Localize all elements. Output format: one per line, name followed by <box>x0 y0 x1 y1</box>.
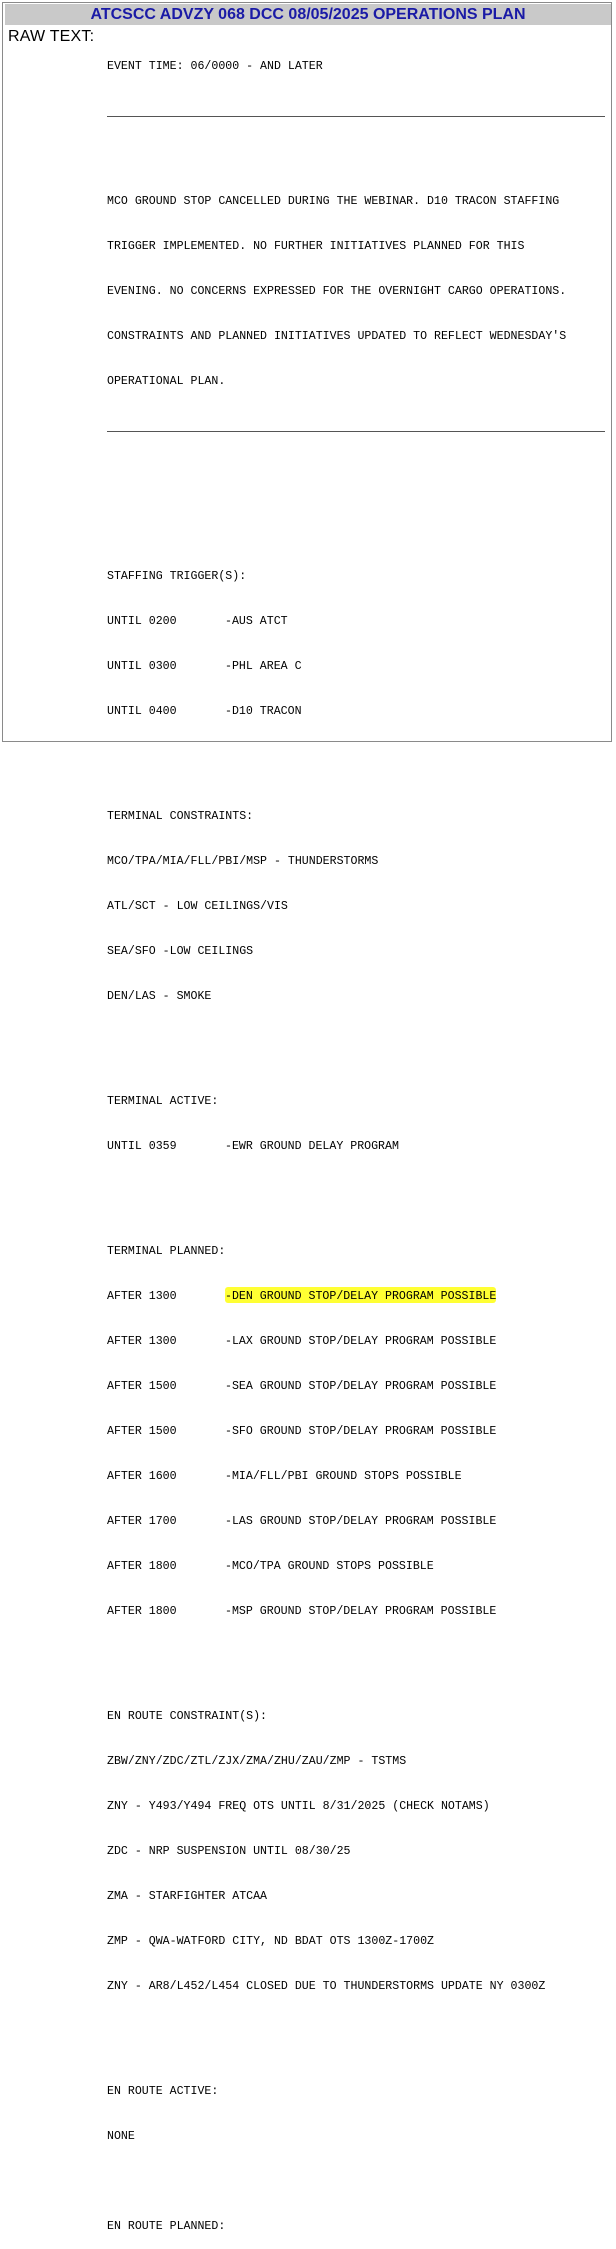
terminal-planned-time: AFTER 1300 <box>107 1290 177 1303</box>
terminal-planned-row <box>107 1334 607 1349</box>
summary-line: MCO GROUND STOP CANCELLED DURING THE WEBINAR. D10 TRACON STAFFING <box>107 195 560 208</box>
terminal-planned-row <box>107 1424 607 1439</box>
terminal-planned-time: AFTER 1500 <box>107 1425 177 1438</box>
terminal-constraint: ATL/SCT - LOW CEILINGS/VIS <box>107 900 288 913</box>
terminal-planned-item: -LAX GROUND STOP/DELAY PROGRAM POSSIBLE <box>225 1335 497 1348</box>
terminal-planned-row <box>107 1469 607 1484</box>
en-route-constraint: ZNY - AR8/L452/L454 CLOSED DUE TO THUNDERSTORMS UPDATE NY 0300Z <box>107 1980 546 1993</box>
staffing-time: UNTIL 0200 <box>107 615 177 628</box>
staffing-row <box>107 614 607 629</box>
en-route-constraints-heading: EN ROUTE CONSTRAINT(S): <box>107 1710 268 1723</box>
terminal-planned-time: AFTER 1700 <box>107 1515 177 1528</box>
terminal-planned-item: -LAS GROUND STOP/DELAY PROGRAM POSSIBLE <box>225 1515 497 1528</box>
terminal-planned-time: AFTER 1800 <box>107 1560 177 1573</box>
terminal-planned-time: AFTER 1500 <box>107 1380 177 1393</box>
terminal-active-heading: TERMINAL ACTIVE: <box>107 1095 219 1108</box>
terminal-planned-item: -MIA/FLL/PBI GROUND STOPS POSSIBLE <box>225 1470 462 1483</box>
terminal-planned-row <box>107 1514 607 1529</box>
terminal-planned-time: AFTER 1600 <box>107 1470 177 1483</box>
terminal-planned-row <box>107 1379 607 1394</box>
divider-top <box>107 104 607 119</box>
terminal-constraint: DEN/LAS - SMOKE <box>107 990 212 1003</box>
raw-text-label: RAW TEXT: <box>8 28 95 45</box>
en-route-constraint: ZMP - QWA-WATFORD CITY, ND BDAT OTS 1300Z-1700Z <box>107 1935 434 1948</box>
event-time: EVENT TIME: 06/0000 - AND LATER <box>107 60 323 73</box>
staffing-item: -PHL AREA C <box>225 660 302 673</box>
terminal-active-item: -EWR GROUND DELAY PROGRAM <box>225 1140 399 1153</box>
terminal-constraint: SEA/SFO -LOW CEILINGS <box>107 945 254 958</box>
terminal-planned-item-highlighted: -DEN GROUND STOP/DELAY PROGRAM POSSIBLE <box>225 1290 497 1303</box>
terminal-active-row <box>107 1139 607 1154</box>
terminal-constraint: MCO/TPA/MIA/FLL/PBI/MSP - THUNDERSTORMS <box>107 855 379 868</box>
terminal-active-time: UNTIL 0359 <box>107 1140 177 1153</box>
summary-line: EVENING. NO CONCERNS EXPRESSED FOR THE OVERNIGHT CARGO OPERATIONS. <box>107 285 567 298</box>
en-route-constraint: ZBW/ZNY/ZDC/ZTL/ZJX/ZMA/ZHU/ZAU/ZMP - TSTMS <box>107 1755 407 1768</box>
terminal-planned-item: -MCO/TPA GROUND STOPS POSSIBLE <box>225 1560 434 1573</box>
summary-line: OPERATIONAL PLAN. <box>107 375 226 388</box>
terminal-planned-time: AFTER 1800 <box>107 1605 177 1618</box>
terminal-planned-item: -SFO GROUND STOP/DELAY PROGRAM POSSIBLE <box>225 1425 497 1438</box>
divider-bottom <box>107 419 607 434</box>
en-route-active-line: NONE <box>107 2130 135 2143</box>
terminal-planned-row <box>107 1289 607 1304</box>
en-route-constraint: ZMA - STARFIGHTER ATCAA <box>107 1890 268 1903</box>
staffing-item: -AUS ATCT <box>225 615 288 628</box>
summary-line: CONSTRAINTS AND PLANNED INITIATIVES UPDATED TO REFLECT WEDNESDAY'S <box>107 330 567 343</box>
terminal-planned-row <box>107 1604 607 1619</box>
en-route-constraint: ZNY - Y493/Y494 FREQ OTS UNTIL 8/31/2025 (CHECK NOTAMS) <box>107 1800 490 1813</box>
advisory-body <box>107 29 607 2249</box>
terminal-planned-item: -MSP GROUND STOP/DELAY PROGRAM POSSIBLE <box>225 1605 497 1618</box>
staffing-item: -D10 TRACON <box>225 705 302 718</box>
terminal-constraints-heading: TERMINAL CONSTRAINTS: <box>107 810 254 823</box>
summary-line: TRIGGER IMPLEMENTED. NO FURTHER INITIATIVES PLANNED FOR THIS <box>107 240 525 253</box>
terminal-planned-row <box>107 1559 607 1574</box>
en-route-active-heading: EN ROUTE ACTIVE: <box>107 2085 219 2098</box>
staffing-row <box>107 659 607 674</box>
staffing-heading: STAFFING TRIGGER(S): <box>107 570 247 583</box>
staffing-row <box>107 704 607 719</box>
advisory-title: ATCSCC ADVZY 068 DCC 08/05/2025 OPERATIONS PLAN <box>5 4 611 25</box>
staffing-time: UNTIL 0400 <box>107 705 177 718</box>
terminal-planned-time: AFTER 1300 <box>107 1335 177 1348</box>
en-route-planned-heading: EN ROUTE PLANNED: <box>107 2220 226 2233</box>
terminal-planned-item: -SEA GROUND STOP/DELAY PROGRAM POSSIBLE <box>225 1380 497 1393</box>
staffing-time: UNTIL 0300 <box>107 660 177 673</box>
en-route-constraint: ZDC - NRP SUSPENSION UNTIL 08/30/25 <box>107 1845 351 1858</box>
terminal-planned-heading: TERMINAL PLANNED: <box>107 1245 226 1258</box>
